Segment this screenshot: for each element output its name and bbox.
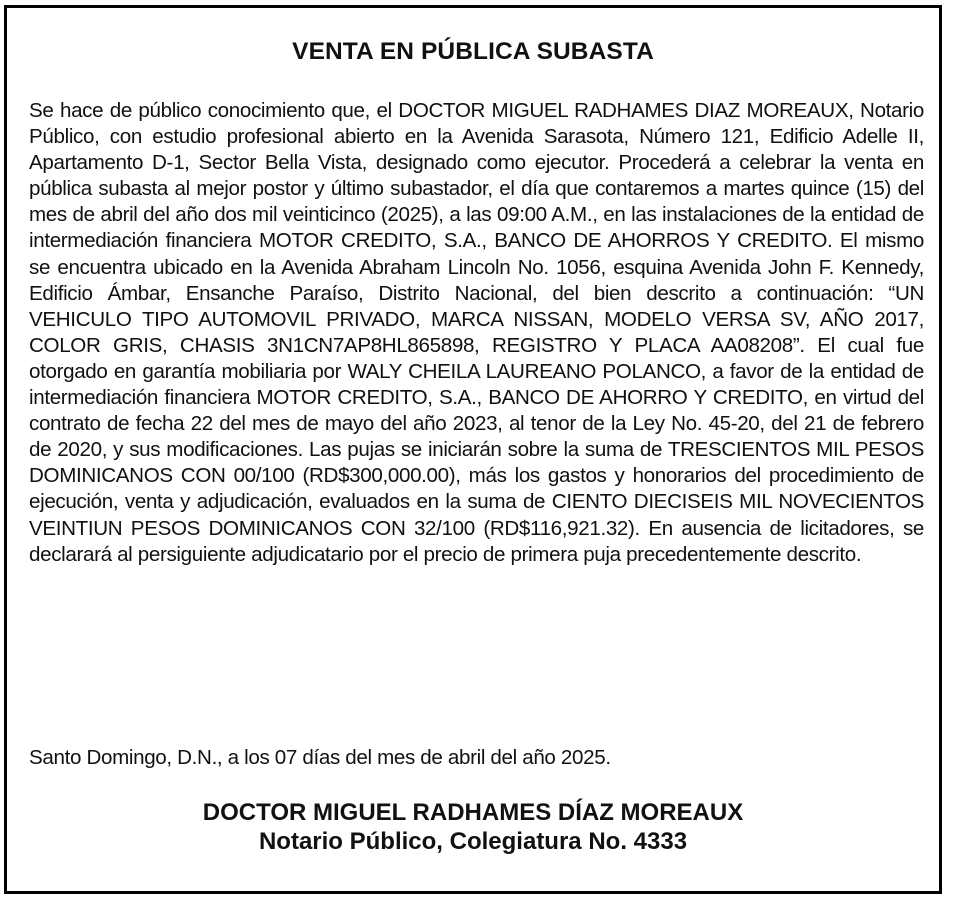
notice-body: Se hace de público conocimiento que, el DOCTOR MIGUEL RADHAMES DIAZ MOREAUX, Notario Público, con estudio profesional abierto en la Avenida Sarasota, Número 121, Edificio Adelle II, Apartamento D-1, Sector Bella Vista, designado como ejecutor. Procederá a celebrar la venta en pública subasta al mejor postor y último subastador, el día que contaremos a martes quince (15) del mes de abril del año dos mil veinticinco (2025), a las 09:00 A.M., en las instalaciones de la entidad de intermediación financiera MOTOR CREDITO, S.A., BANCO DE AHORROS Y CREDITO. El mismo se encuentra ubicado en la Avenida Abraham Lincoln No. 1056, esquina Avenida John F. Kennedy, Edificio Ámbar, Ensanche Paraíso, Distrito Nacional, del bien descrito a continuación: “UN VEHICULO TIPO AUTOMOVIL PRIVADO, MARCA NISSAN, MODELO VERSA SV, AÑO 2017, COLOR GRIS, CHASIS 3N1CN7AP8HL865898, REGISTRO Y PLACA AA08208”. El cual fue otorgado en garantía mobiliaria por WALY CHEILA LAUREANO POLANCO, a favor de la entidad de intermediación financiera MOTOR CREDITO, S.A., BANCO DE AHORRO Y CREDITO, en virtud del contrato de fecha 22 del mes de mayo del año 2023, al tenor de la Ley No. 45-20, del 21 de febrero de 2020, y sus modificaciones. Las pujas se iniciarán sobre la suma de TRESCIENTOS MIL PESOS DOMINICANOS CON 00/100 (RD$300,000.00), más los gastos y honorarios del procedimiento de ejecución, venta y adjudicación, evaluados en la suma de CIENTO DIECISEIS MIL NOVECIENTOS VEINTIUN PESOS DOMINICANOS CON 32/100 (RD$116,921.32). En ausencia de licitadores, se declarará al persiguiente adjudicatario por el precio de primera puja precedentemente descrito. [29, 99, 924, 566]
notice-title: VENTA EN PÚBLICA SUBASTA [292, 38, 654, 65]
notice-date-line: Santo Domingo, D.N., a los 07 días del mes de abril del año 2025. [29, 746, 611, 769]
signature-role: Notario Público, Colegiatura No. 4333 [258, 828, 688, 855]
signature-name: DOCTOR MIGUEL RADHAMES DÍAZ MOREAUX [202, 799, 744, 826]
signature-block [7, 798, 939, 856]
notice-frame [4, 5, 942, 894]
